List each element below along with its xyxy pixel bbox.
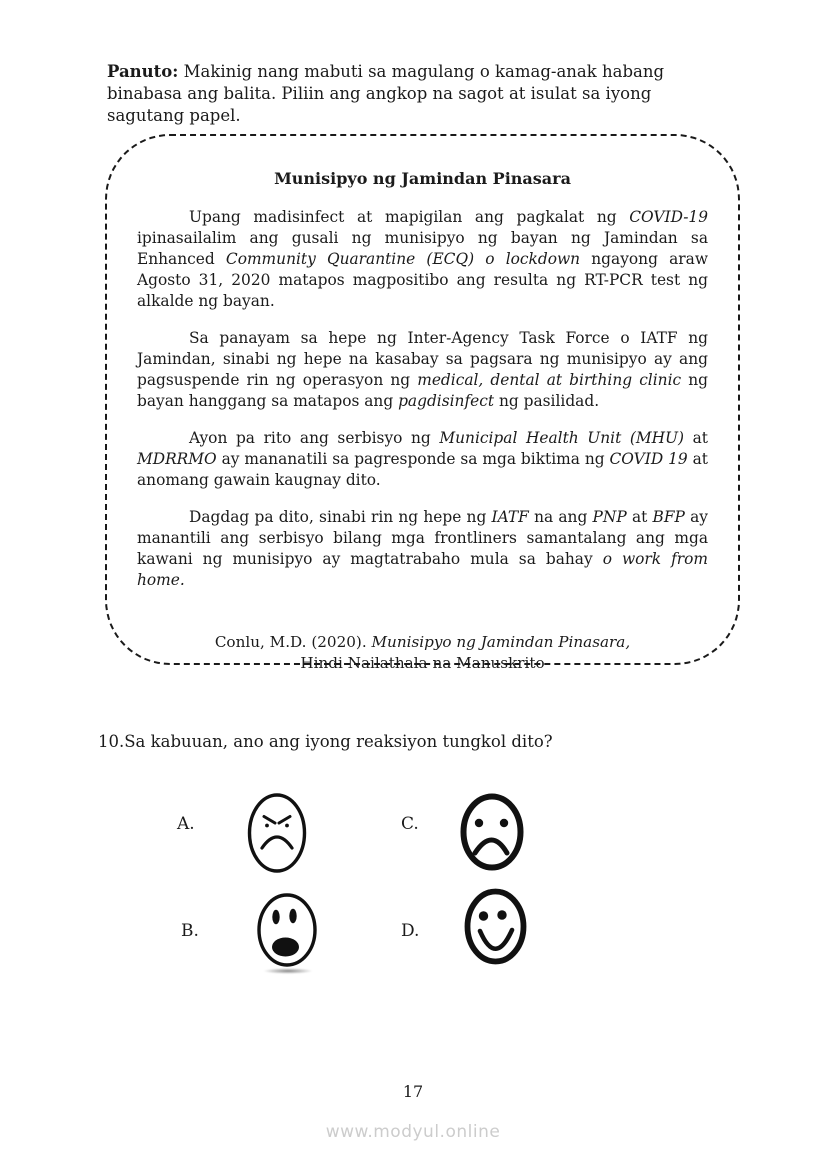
instructions-text: Makinig nang mabuti sa magulang o kamag-anak habang binabasa ang balita. Piliin ang angkop na sagot at isulat sa iyong sagutang papel.: [107, 62, 665, 125]
option-letter-d: D.: [401, 921, 420, 941]
article-citation: [137, 632, 708, 674]
citation-line-1: Conlu, M.D. (2020). Munisipyo ng Jamindan Pinasara,: [214, 633, 631, 651]
pencil-smudge: [263, 968, 313, 974]
news-article-box: [105, 134, 740, 672]
happy-face-icon: [464, 888, 527, 965]
option-letter-c: C.: [401, 814, 419, 834]
sad-face-icon: [460, 793, 524, 871]
article-paragraph-4: Dagdag pa dito, sinabi rin ng hepe ng IATF na ang PNP at BFP ay manantili ang serbisyo bilang mga frontliners samantalang ang mga kawani ng munisipyo ay magtatrabaho mula sa bahay o work from home.: [137, 508, 708, 589]
article-paragraph-2: Sa panayam sa hepe ng Inter-Agency Task Force o IATF ng Jamindan, sinabi ng hepe na kasabay sa pagsara ng munisipyo ay ang pagsuspende rin ng operasyon ng medical, dental at birthing clinic ng bayan hanggang sa matapos ang pagdisinfect ng pasilidad.: [137, 329, 708, 410]
citation-line-2: Hindi Nailathala na Manuskrito: [300, 654, 545, 672]
surprised-face-icon: [256, 892, 318, 968]
option-letter-a: A.: [177, 814, 195, 834]
page-number: 17: [402, 1082, 424, 1101]
instructions: [107, 61, 731, 127]
option-letter-b: B.: [181, 921, 199, 941]
angry-face-icon: [247, 793, 307, 873]
watermark: www.modyul.online: [325, 1122, 501, 1142]
article-paragraph-1: Upang madisinfect at mapigilan ang pagkalat ng COVID-19 ipinasailalim ang gusali ng munisipyo ng bayan ng Jamindan sa Enhanced Community Quarantine (ECQ) o lockdown ngayong araw Agosto 31, 2020 matapos magpositibo ang resulta ng RT-PCR test ng alkalde ng bayan.: [137, 208, 708, 310]
article-paragraph-3: Ayon pa rito ang serbisyo ng Municipal Health Unit (MHU) at MDRRMO ay mananatili sa pagresponde sa mga biktima ng COVID 19 at anomang gawain kaugnay dito.: [137, 429, 708, 489]
question-10: 10.Sa kabuuan, ano ang iyong reaksiyon tungkol dito?: [98, 732, 553, 751]
article-title: Munisipyo ng Jamindan Pinasara: [274, 169, 571, 188]
instructions-label: Panuto:: [107, 62, 179, 81]
